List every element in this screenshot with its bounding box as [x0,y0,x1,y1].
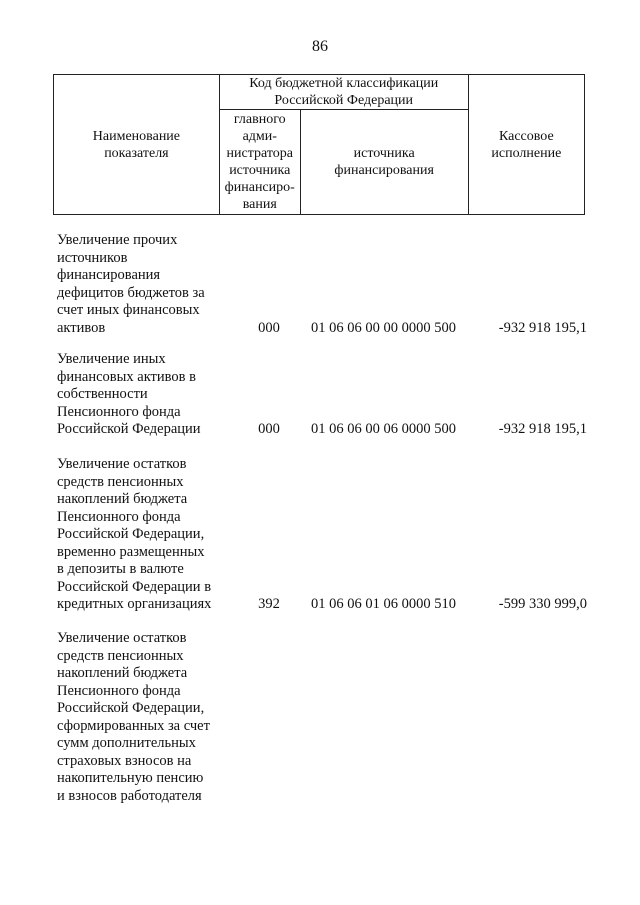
row-admin-code: 000 [258,319,280,336]
header-exec-line: исполнение [491,145,562,161]
row-name-line: финансовых активов в [57,368,196,385]
header-source-cell [300,110,468,215]
row-name-line: Пенсионного фонда [57,403,181,420]
header-exec-cell [468,75,584,215]
header-source-line: источника [353,146,415,161]
row-name-line: дефицитов бюджетов за [57,284,205,301]
table-header [53,74,585,215]
row-source-code: 01 06 06 00 00 0000 500 [311,319,456,336]
row-name-line: Пенсионного фонда [57,508,181,525]
row-amount: -599 330 999,0 [498,596,587,612]
row-name-line: страховых взносов на [57,752,192,769]
row-name-line: активов [57,319,106,336]
row-name-line: Российской Федерации, [57,526,205,542]
row-name-line: источников [57,249,128,266]
row-name-line: средств пенсионных [57,473,184,490]
header-exec-line: Кассовое [498,128,554,144]
row-name-line: собственности [57,386,148,402]
header-admin-cell [219,110,300,215]
header-admin-line: вания [242,197,277,212]
row-admin-code: 392 [258,596,280,612]
table-row [57,630,587,805]
row-name-line: накопительную пенсию [57,770,204,786]
header-admin-line: главного [233,112,286,127]
header-name-line: показателя [104,145,169,161]
row-name-line: Увеличение остатков [57,456,187,472]
row-amount: -932 918 195,1 [498,319,587,336]
row-name-line: Российской Федерации, [57,700,205,716]
row-name-line: накоплений бюджета [57,665,188,681]
header-code-group-line: Код бюджетной классификации [249,76,439,91]
header-admin-line: финансиро- [224,180,295,195]
row-source-code: 01 06 06 00 06 0000 500 [311,421,456,437]
row-name-line: сумм дополнительных [57,735,196,751]
row-name-line: Увеличение остатков [57,630,187,646]
row-name-line: Российской Федерации в [57,578,212,595]
row-name-line: накоплений бюджета [57,491,188,507]
row-name-line: в депозиты в валюте [57,561,184,577]
row-name-line: и взносов работодателя [57,787,202,804]
row-name [57,351,232,439]
row-name [57,456,232,614]
row-name-line: сформированных за счет [57,717,210,734]
row-name-line: финансирования [57,267,161,283]
table-row [57,232,587,337]
header-name-line: Наименование [92,128,181,144]
row-name-line: счет иных финансовых [57,302,200,318]
table-row [57,351,587,439]
row-name-line: Пенсионного фонда [57,682,181,699]
row-amount: -932 918 195,1 [498,421,587,437]
row-name-line: Российской Федерации [57,421,201,437]
header-code-group-line: Российской Федерации [274,93,414,108]
header-admin-line: адми- [242,129,277,144]
row-name-line: Увеличение прочих [57,232,178,248]
page-number: 86 [312,38,328,55]
header-source-line: финансирования [334,163,434,178]
row-name-line: кредитных организациях [57,596,212,612]
row-source-code: 01 06 06 01 06 0000 510 [311,596,456,612]
header-admin-line: нистратора [226,146,293,161]
row-name [57,630,232,805]
row-name-line: средств пенсионных [57,647,184,664]
row-name-line: временно размещенных [57,543,205,560]
header-code-group-cell [219,75,468,110]
table-row [57,456,587,614]
row-name-line: Увеличение иных [57,351,166,367]
header-name-cell [54,75,220,215]
row-name [57,232,232,337]
row-admin-code: 000 [258,421,280,437]
header-admin-line: источника [229,163,291,178]
